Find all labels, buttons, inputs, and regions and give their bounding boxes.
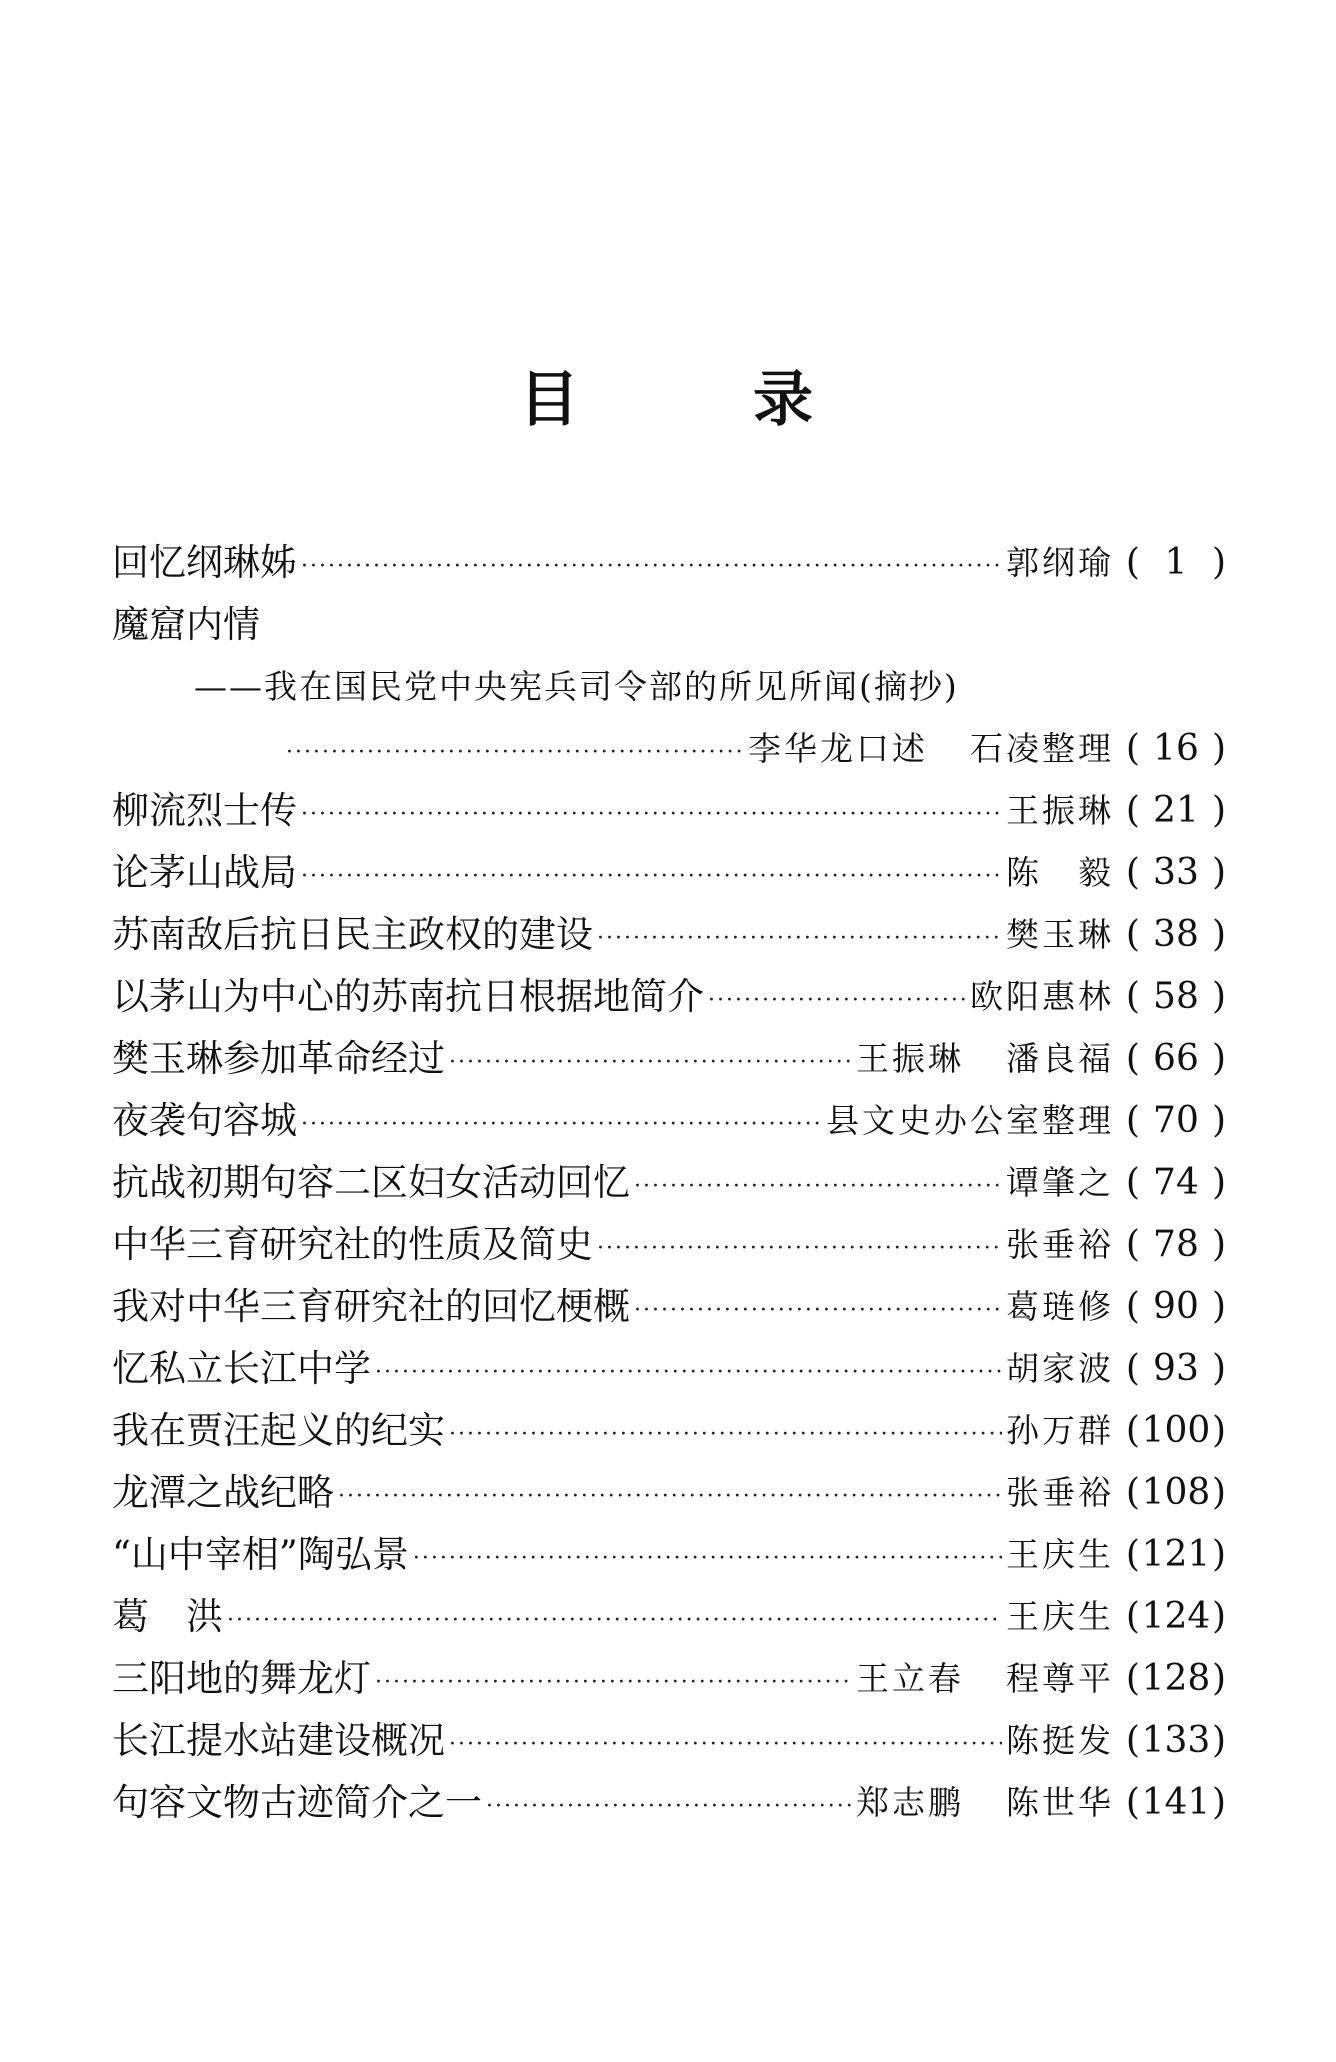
entry-title: 我对中华三育研究社的回忆梗概: [112, 1285, 630, 1328]
leader-dots: [301, 842, 1002, 904]
title-char-left: 目: [519, 365, 583, 435]
leader-dots: [597, 1214, 1002, 1276]
entry-title: 抗战初期句容二区妇女活动回忆: [112, 1161, 630, 1204]
entry-author: 谭肇之: [1006, 1163, 1114, 1202]
entry-title: 柳流烈士传: [112, 789, 297, 832]
leader-dots: [634, 1152, 1002, 1214]
entry-title: 论茅山战局: [112, 851, 297, 894]
entry-title: 中华三育研究社的性质及简史: [112, 1223, 593, 1266]
entry-page: ( 33 ): [1125, 852, 1226, 893]
toc-entry[interactable]: [112, 1648, 1226, 1710]
toc-entry-continuation[interactable]: [112, 718, 1226, 780]
entry-page: ( 38 ): [1125, 914, 1226, 955]
leader-dots: [449, 1400, 1002, 1462]
entry-title: 长江提水站建设概况: [112, 1719, 445, 1762]
entry-title: 樊玉琳参加革命经过: [112, 1037, 445, 1080]
leader-dots: [708, 966, 966, 1028]
entry-author: 胡家波: [1006, 1349, 1114, 1388]
entry-author: 张垂裕: [1006, 1473, 1114, 1512]
entry-title: 魔窟内情: [112, 603, 260, 646]
toc-entry[interactable]: [112, 1152, 1226, 1214]
leader-dots: [634, 1276, 1002, 1338]
entry-title: 三阳地的舞龙灯: [112, 1657, 371, 1700]
entry-title: 夜袭句容城: [112, 1099, 297, 1142]
leader-dots: [449, 1028, 852, 1090]
leader-dots: [486, 1772, 852, 1834]
toc-entry[interactable]: [112, 1338, 1226, 1400]
entry-title: 忆私立长江中学: [112, 1347, 371, 1390]
leader-dots: [301, 532, 1002, 594]
entry-page: ( 93 ): [1125, 1348, 1226, 1389]
entry-author: 陈挺发: [1006, 1721, 1114, 1760]
entry-page: (133): [1125, 1720, 1226, 1761]
entry-author: 欧阳惠林: [970, 977, 1114, 1016]
entry-title: 苏南敌后抗日民主政权的建设: [112, 913, 593, 956]
title-char-right: 录: [753, 365, 817, 435]
toc-entry[interactable]: [112, 1710, 1226, 1772]
entry-title: “山中宰相”陶弘景: [112, 1533, 409, 1576]
entry-page: ( 21 ): [1125, 790, 1226, 831]
entry-page: ( 1 ): [1125, 542, 1226, 583]
entry-page: (121): [1125, 1534, 1226, 1575]
toc-entry[interactable]: [112, 1214, 1226, 1276]
entry-author: 郑志鹏 陈世华: [856, 1783, 1114, 1822]
toc-entry[interactable]: [112, 1586, 1226, 1648]
entry-page: (141): [1125, 1782, 1226, 1823]
toc-entry[interactable]: [112, 1028, 1226, 1090]
entry-page: ( 66 ): [1125, 1038, 1226, 1079]
entry-page: ( 74 ): [1125, 1162, 1226, 1203]
toc-entry[interactable]: [112, 780, 1226, 842]
toc-entry[interactable]: [112, 904, 1226, 966]
toc-entry[interactable]: [112, 1772, 1226, 1834]
entry-author: 县文史办公室整理: [826, 1101, 1114, 1140]
table-of-contents: [112, 532, 1226, 1834]
leader-dots: [338, 1462, 1002, 1524]
entry-title: 句容文物古迹简介之一: [112, 1781, 482, 1824]
toc-entry[interactable]: [112, 1462, 1226, 1524]
entry-author: 王庆生: [1006, 1597, 1114, 1636]
toc-entry[interactable]: [112, 594, 1226, 656]
leader-dots: [375, 1648, 852, 1710]
entry-title: 回忆纲琳姊: [112, 541, 297, 584]
toc-entry-subtitle: [112, 656, 1226, 718]
entry-author: 孙万群: [1006, 1411, 1114, 1450]
entry-author: 王庆生: [1006, 1535, 1114, 1574]
leader-dots: [301, 780, 1002, 842]
entry-page: ( 16 ): [1125, 728, 1226, 769]
leader-dots: [286, 718, 744, 780]
entry-author: 李华龙口述 石凌整理: [748, 729, 1114, 768]
entry-author: 陈 毅: [1006, 853, 1114, 892]
entry-author: 王立春 程尊平: [856, 1659, 1114, 1698]
entry-author: 樊玉琳: [1006, 915, 1114, 954]
toc-entry[interactable]: [112, 1400, 1226, 1462]
leader-dots: [375, 1338, 1002, 1400]
entry-author: 王振琳: [1006, 791, 1114, 830]
leader-dots: [449, 1710, 1002, 1772]
page-title: [0, 352, 1336, 438]
entry-author: 张垂裕: [1006, 1225, 1114, 1264]
entry-title: 龙潭之战纪略: [112, 1471, 334, 1514]
entry-subtitle: ——我在国民党中央宪兵司令部的所见所闻(摘抄): [194, 667, 959, 706]
entry-page: (128): [1125, 1658, 1226, 1699]
entry-title: 以茅山为中心的苏南抗日根据地简介: [112, 975, 704, 1018]
entry-page: ( 58 ): [1125, 976, 1226, 1017]
entry-page: ( 90 ): [1125, 1286, 1226, 1327]
toc-entry[interactable]: [112, 1524, 1226, 1586]
entry-page: (100): [1125, 1410, 1226, 1451]
leader-dots: [301, 1090, 822, 1152]
toc-entry[interactable]: [112, 1090, 1226, 1152]
entry-page: ( 78 ): [1125, 1224, 1226, 1265]
leader-dots: [597, 904, 1002, 966]
leader-dots: [227, 1586, 1002, 1648]
toc-entry[interactable]: [112, 1276, 1226, 1338]
entry-author: 郭纲瑜: [1006, 543, 1114, 582]
entry-page: ( 70 ): [1125, 1100, 1226, 1141]
toc-entry[interactable]: [112, 966, 1226, 1028]
entry-title: 葛 洪: [112, 1595, 223, 1638]
toc-entry[interactable]: [112, 842, 1226, 904]
entry-title: 我在贾汪起义的纪实: [112, 1409, 445, 1452]
entry-page: (108): [1125, 1472, 1226, 1513]
entry-page: (124): [1125, 1596, 1226, 1637]
entry-author: 王振琳 潘良福: [856, 1039, 1114, 1078]
toc-entry[interactable]: [112, 532, 1226, 594]
leader-dots: [413, 1524, 1002, 1586]
entry-author: 葛琏修: [1006, 1287, 1114, 1326]
